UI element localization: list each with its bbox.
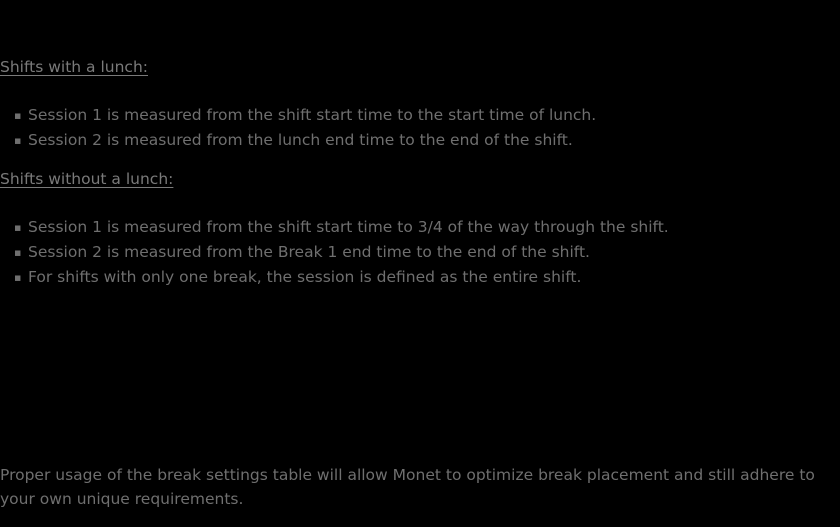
footer-note: Proper usage of the break settings table will allow Monet to optimize break placement and still adhere to your own unique requirements. <box>0 466 815 508</box>
list-item: ▪ Session 2 is measured from the lunch end time to the end of the shift. <box>0 128 596 153</box>
list-item: ▪ Session 2 is measured from the Break 1 end time to the end of the shift. <box>0 240 669 265</box>
list-item: ▪ Session 1 is measured from the shift start time to the start time of lunch. <box>0 103 596 128</box>
section-heading-shifts-without-lunch: Shifts without a lunch: <box>0 170 174 188</box>
list-item: ▪ Session 1 is measured from the shift start time to 3/4 of the way through the shift. <box>0 215 669 240</box>
bullet-list-shifts-with-lunch <box>0 103 596 153</box>
bullet-list-shifts-without-lunch <box>0 215 669 290</box>
list-item: ▪ For shifts with only one break, the session is defined as the entire shift. <box>0 265 669 290</box>
section-heading-shifts-with-lunch: Shifts with a lunch: <box>0 58 148 76</box>
